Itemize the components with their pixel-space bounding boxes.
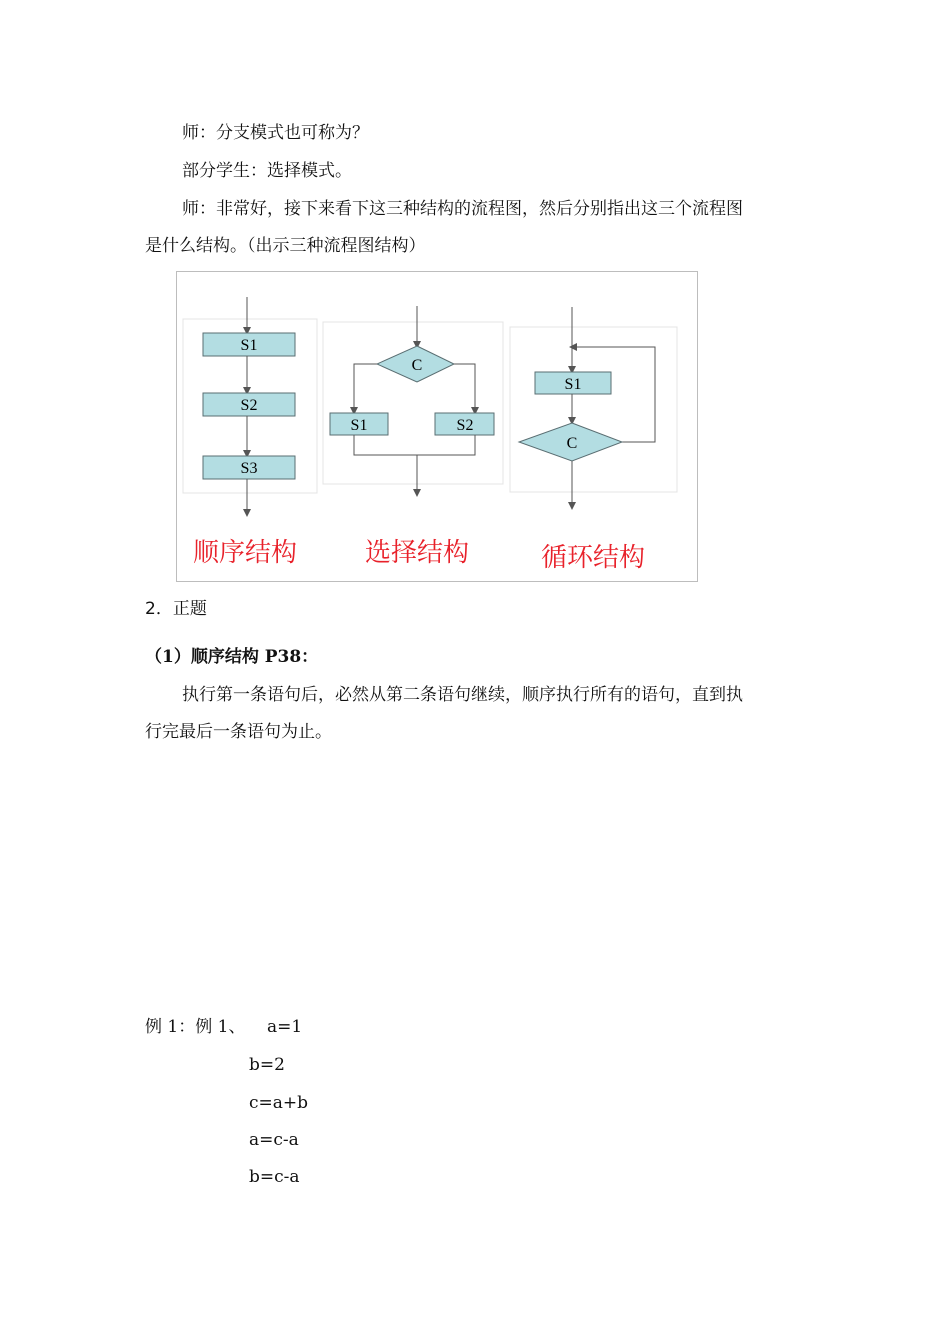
dialog-line-1: 师：分支模式也可称为？ <box>182 123 369 143</box>
code-line-4: a=c-a <box>249 1130 299 1150</box>
code-line-3: c=a+b <box>249 1093 309 1113</box>
dialog-line-3a: 师：非常好，接下来看下这三种结构的流程图，然后分别指出这三个流程图 <box>182 199 743 219</box>
loop-panel <box>510 327 677 492</box>
loop-label-s1: S1 <box>564 376 582 393</box>
sequence-label-s2: S2 <box>240 397 258 414</box>
sequence-label-s3: S3 <box>240 460 258 477</box>
selection-label-s1: S1 <box>350 417 368 434</box>
loop-caption: 循环结构 <box>540 543 646 573</box>
flowchart-figure <box>176 271 698 582</box>
flowchart-svg <box>177 272 697 581</box>
selection-panel <box>323 322 503 484</box>
dialog-line-3b: 是什么结构。（出示三种流程图结构） <box>145 236 426 256</box>
sequence-caption: 顺序结构 <box>192 538 298 568</box>
code-line-1: a=1 <box>267 1017 303 1037</box>
paragraph-line-1: 执行第一条语句后，必然从第二条语句继续，顺序执行所有的语句，直到执 <box>182 685 743 705</box>
section-heading: 2．正题 <box>145 599 207 619</box>
sequence-structure <box>183 297 317 568</box>
code-line-2: b=2 <box>249 1055 285 1075</box>
dialog-line-2: 部分学生：选择模式。 <box>182 161 352 181</box>
selection-structure <box>323 306 503 568</box>
selection-label-s2: S2 <box>456 417 474 434</box>
sequence-label-s1: S1 <box>240 337 258 354</box>
code-line-5: b=c-a <box>249 1167 300 1187</box>
loop-condition-label: C <box>566 435 578 452</box>
sub-heading: （1）顺序结构 P38： <box>145 647 319 667</box>
paragraph-line-2: 行完最后一条语句为止。 <box>145 722 332 742</box>
example-label: 例 1：例 1、 <box>145 1017 246 1037</box>
selection-condition-label: C <box>411 357 423 374</box>
selection-caption: 选择结构 <box>364 538 470 568</box>
loop-structure <box>510 307 677 573</box>
